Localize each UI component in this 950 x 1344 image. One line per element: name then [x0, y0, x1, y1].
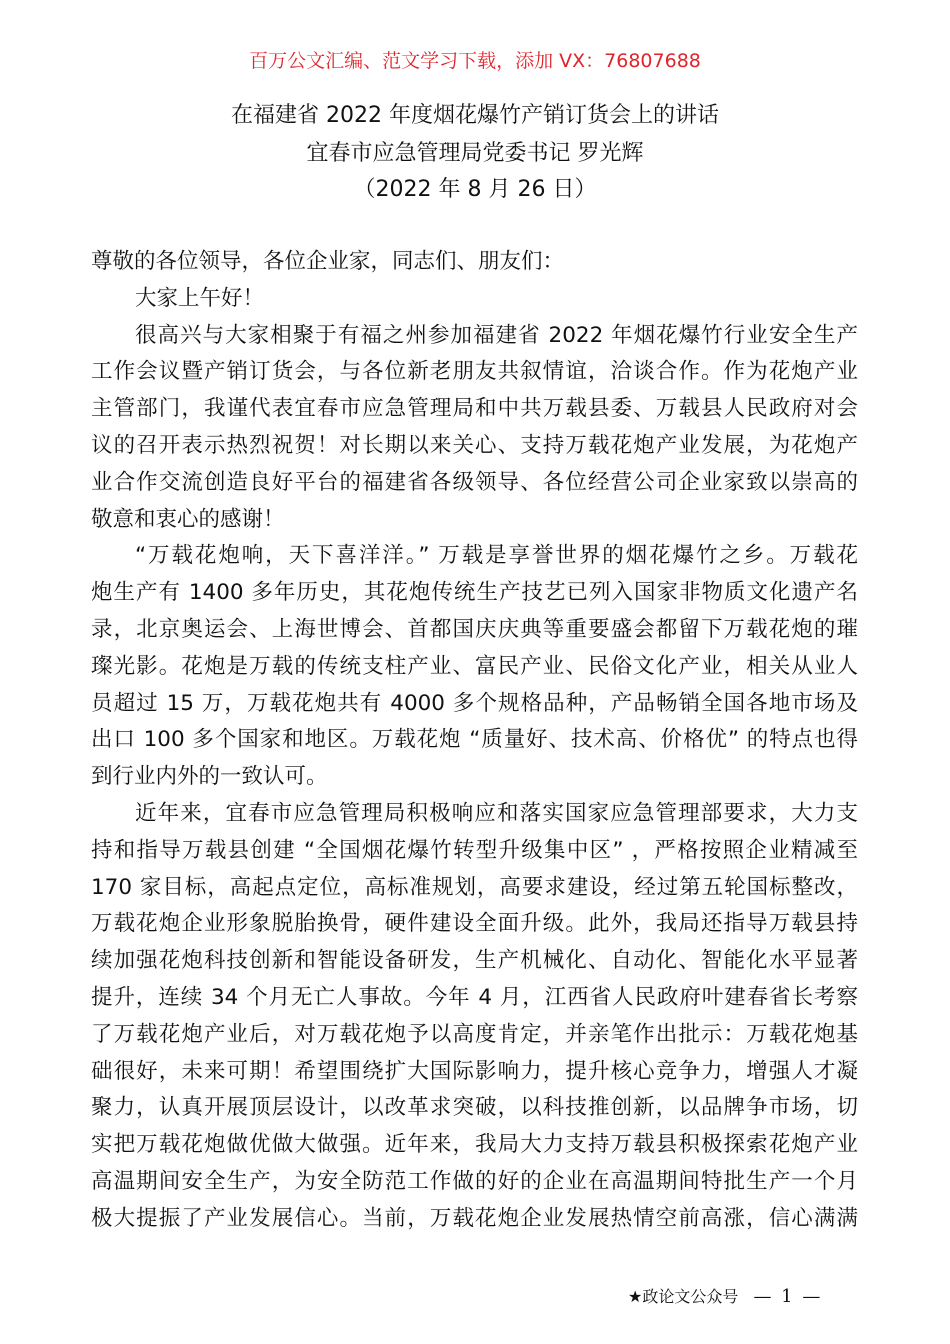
download-banner: 百万公文汇编、范文学习下载，添加 VX：76807688: [249, 50, 701, 72]
footer-source: ★政论文公众号: [628, 1287, 739, 1306]
text-line: “万载花炮响，天下喜洋洋。” 万载是享誉世界的烟花爆竹之乡。万载花: [135, 543, 858, 569]
document-title: 在福建省 2022 年度烟花爆竹产销订货会上的讲话: [231, 103, 719, 128]
paragraph: [91, 796, 858, 1238]
text-line: 续加强花炮科技创新和智能设备研发，生产机械化、自动化、智能化水平显著: [91, 948, 858, 974]
text-line: 近年来，宜春市应急管理局积极响应和落实国家应急管理部要求，大力支: [135, 800, 858, 826]
text-line: 大家上午好！: [135, 285, 265, 311]
document-body: [91, 244, 858, 1238]
text-line: 聚力，认真开展顶层设计，以改革求突破，以科技推创新，以品牌争市场，切: [91, 1095, 858, 1121]
document-author: 宜春市应急管理局党委书记 罗光辉: [306, 141, 644, 166]
text-line: 础很好，未来可期！希望围绕扩大国际影响力，提升核心竞争力，增强人才凝: [91, 1058, 858, 1084]
page-footer: [628, 1284, 822, 1307]
text-line: 炮生产有 1400 多年历史，其花炮传统生产技艺已列入国家非物质文化遗产名: [91, 580, 858, 606]
text-line: 主管部门，我谨代表宜春市应急管理局和中共万载县委、万载县人民政府对会: [91, 396, 858, 422]
paragraph: [91, 281, 858, 318]
text-line: 很高兴与大家相聚于有福之州参加福建省 2022 年烟花爆竹行业安全生产: [135, 322, 858, 348]
text-line: 提升，连续 34 个月无亡人事故。今年 4 月，江西省人民政府叶建春省长考察: [91, 984, 858, 1010]
paragraph: [91, 244, 858, 281]
page-number: — 1 —: [753, 1286, 823, 1307]
text-line: 议的召开表示热烈祝贺！对长期以来关心、支持万载花炮产业发展，为花炮产: [91, 432, 858, 458]
text-line: 录，北京奥运会、上海世博会、首都国庆庆典等重要盛会都留下万载花炮的璀: [91, 616, 858, 642]
text-line: 出口 100 多个国家和地区。万载花炮 “质量好、技术高、价格优” 的特点也得: [91, 727, 858, 753]
text-line: 工作会议暨产销订货会，与各位新老朋友共叙情谊，洽谈合作。作为花炮产业: [91, 359, 858, 385]
text-line: 持和指导万载县创建 “全国烟花爆竹转型升级集中区” ，严格按照企业精减至: [91, 837, 858, 863]
text-line: 员超过 15 万，万载花炮共有 4000 多个规格品种，产品畅销全国各地市场及: [91, 690, 858, 716]
text-line: 业合作交流创造良好平台的福建省各级领导、各位经营公司企业家致以崇高的: [91, 469, 858, 495]
text-line: 到行业内外的一致认可。: [91, 764, 328, 790]
text-line: 敬意和衷心的感谢！: [91, 506, 285, 532]
text-line: 璨光影。花炮是万载的传统支柱产业、富民产业、民俗文化产业，相关从业人: [91, 653, 858, 679]
text-line: 万载花炮企业形象脱胎换骨，硬件建设全面升级。此外，我局还指导万载县持: [91, 911, 858, 937]
text-line: 170 家目标，高起点定位，高标准规划，高要求建设，经过第五轮国标整改，: [91, 874, 858, 900]
text-line: 了万载花炮产业后，对万载花炮予以高度肯定，并亲笔作出批示：万载花炮基: [91, 1021, 858, 1047]
text-line: 实把万载花炮做优做大做强。近年来，我局大力支持万载县积极探索花炮产业: [91, 1132, 858, 1158]
text-line: 高温期间安全生产，为安全防范工作做的好的企业在高温期间特批生产一个月: [91, 1168, 858, 1194]
document-date: （2022 年 8 月 26 日）: [353, 177, 597, 202]
paragraph: [91, 538, 858, 796]
text-line: 极大提振了产业发展信心。当前，万载花炮企业发展热情空前高涨，信心满满: [91, 1205, 858, 1231]
text-line: 尊敬的各位领导，各位企业家，同志们、朋友们：: [91, 249, 565, 274]
paragraph: [91, 318, 858, 539]
